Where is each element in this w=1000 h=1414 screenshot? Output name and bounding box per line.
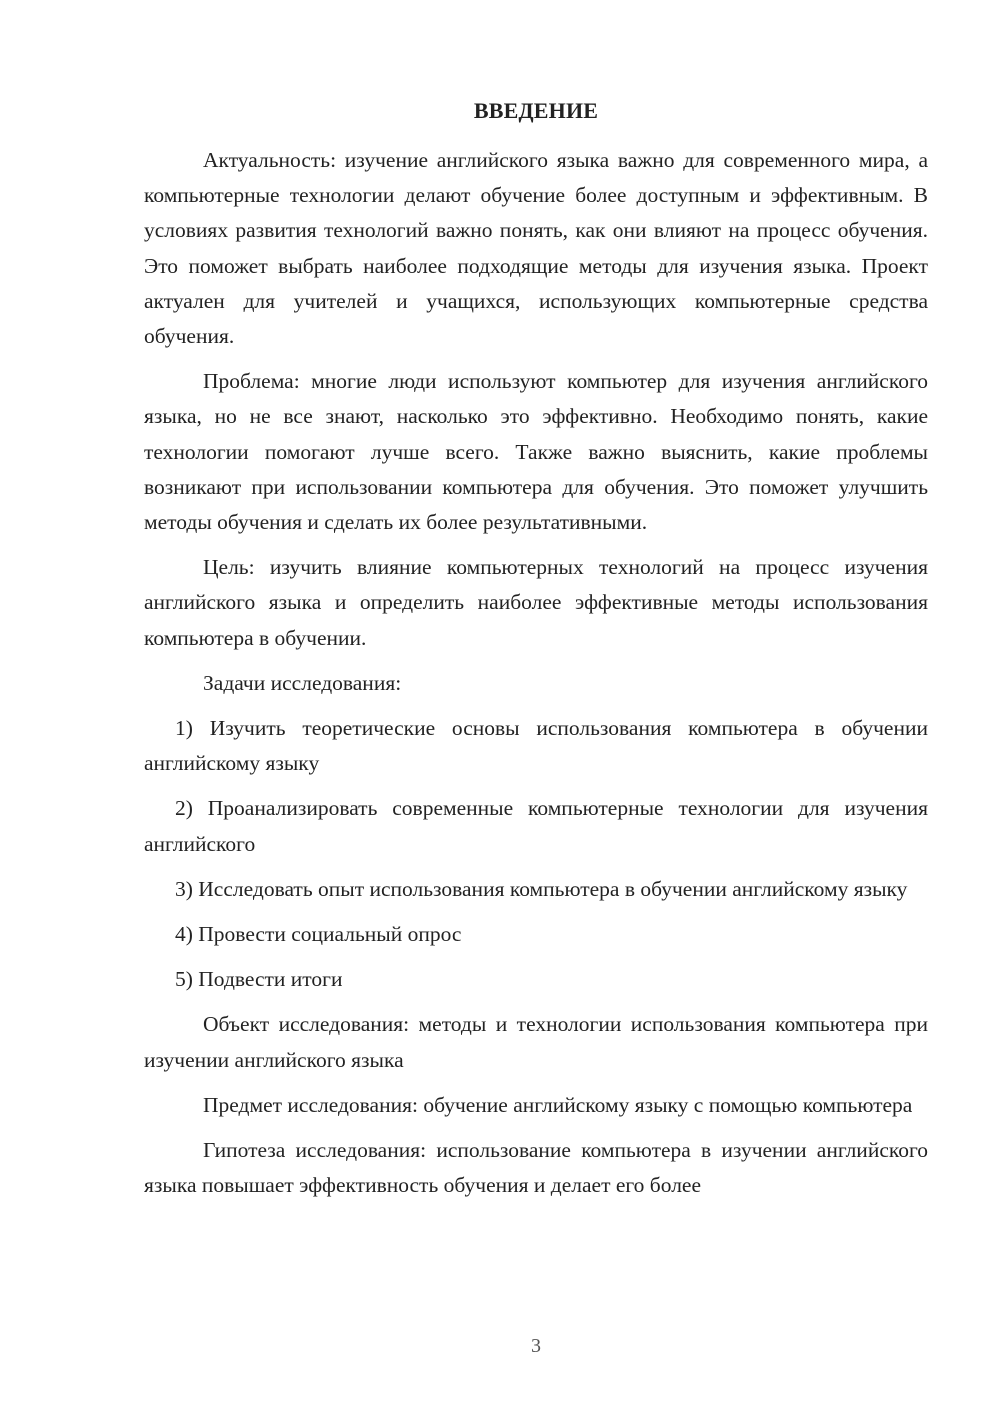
task-item-1: 1) Изучить теоретические основы использования компьютера в обучении английскому языку xyxy=(144,716,928,776)
body-text xyxy=(144,143,928,1213)
paragraph-object: Объект исследования: методы и технологии использования компьютера при изучении английского языка xyxy=(144,1012,928,1072)
task-item-2: 2) Проанализировать современные компьютерные технологии для изучения английского xyxy=(144,796,928,856)
paragraph-problem: Проблема: многие люди используют компьютер для изучения английского языка, но не все знают, насколько это эффективно. Необходимо понять, какие технологии помогают лучше всего. Также важно выяснить, какие проблемы возникают при использовании компьютера для обучения. Это поможет улучшить методы обучения и сделать их более результативными. xyxy=(144,369,928,535)
paragraph-relevance: Актуальность: изучение английского языка важно для современного мира, а компьютерные технологии делают обучение более доступным и эффективным. В условиях развития технологий важно понять, как они влияют на процесс обучения. Это поможет выбрать наиболее подходящие методы для изучения языка. Проект актуален для учителей и учащихся, использующих компьютерные средства обучения. xyxy=(144,148,928,349)
paragraph-goal: Цель: изучить влияние компьютерных технологий на процесс изучения английского языка и определить наиболее эффективные методы использования компьютера в обучении. xyxy=(144,555,928,650)
paragraph-hypothesis: Гипотеза исследования: использование компьютера в изучении английского языка повышает эффективность обучения и делает его более xyxy=(144,1138,928,1198)
task-item-5: 5) Подвести итоги xyxy=(175,967,343,992)
page-number: 3 xyxy=(531,1335,541,1357)
task-item-3: 3) Исследовать опыт использования компьютера в обучении английскому языку xyxy=(175,876,908,901)
task-item-4: 4) Провести социальный опрос xyxy=(175,922,462,947)
paragraph-tasks-heading: Задачи исследования: xyxy=(203,670,402,695)
paragraph-subject: Предмет исследования: обучение английскому языку с помощью компьютера xyxy=(203,1092,913,1117)
section-title: ВВЕДЕНИЕ xyxy=(473,98,599,123)
